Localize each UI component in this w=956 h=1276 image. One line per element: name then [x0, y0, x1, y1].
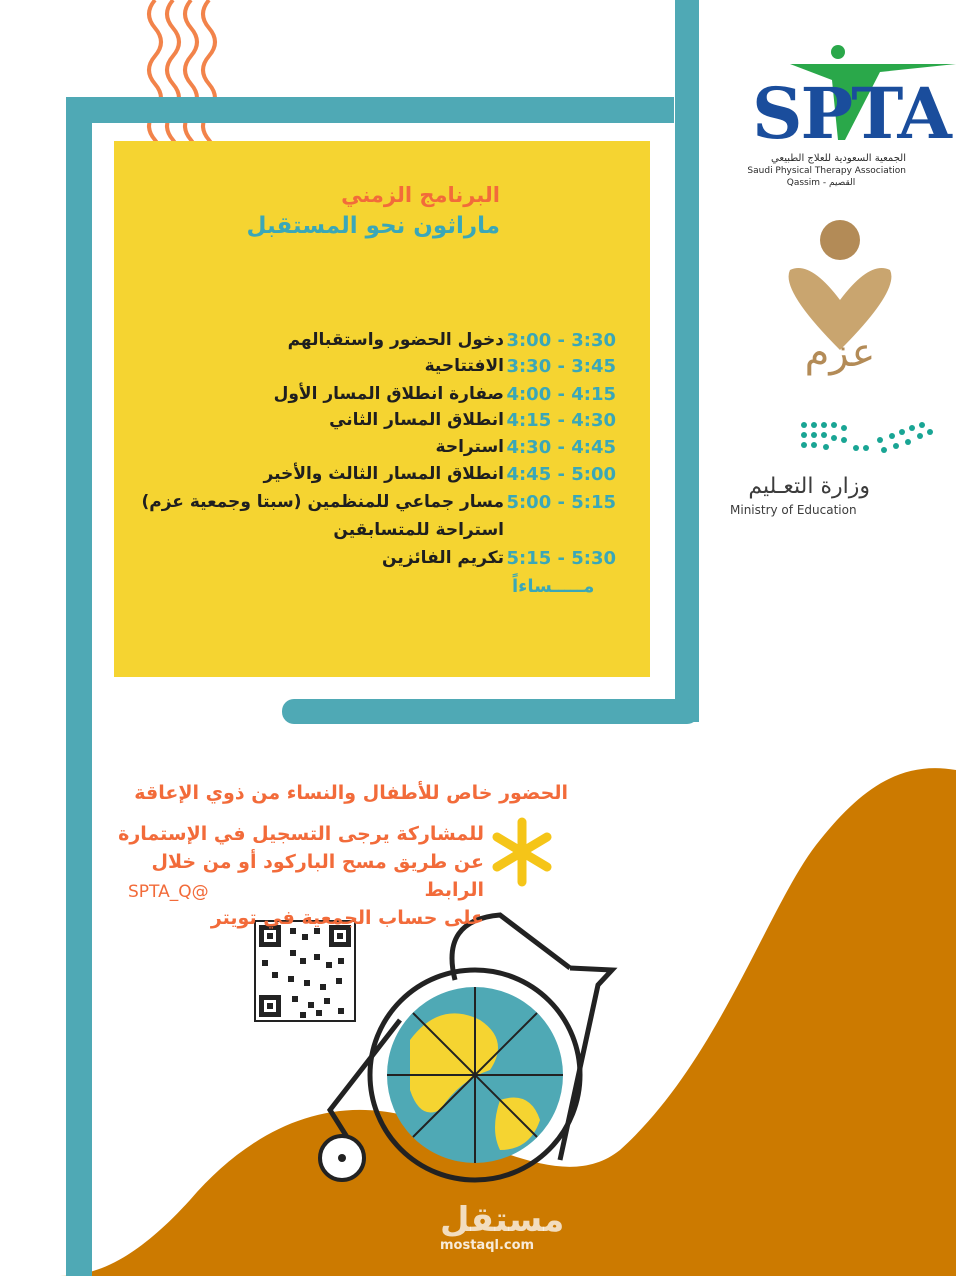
azm-logo-text: عزم — [804, 330, 876, 376]
schedule-time: 4:00 - 4:15 — [506, 384, 616, 405]
spta-logo: SPTA — [752, 72, 950, 155]
watermark-brand: مستقل — [440, 1200, 565, 1240]
schedule-time: 5:15 - 5:30 — [506, 548, 616, 569]
schedule-title: البرنامج الزمني — [341, 183, 500, 207]
spta-name-ar: الجمعية السعودية للعلاج الطبيعي — [771, 153, 906, 164]
schedule-time: 4:30 - 4:45 — [506, 437, 616, 458]
schedule-time: 4:15 - 4:30 — [506, 410, 616, 431]
schedule-row — [0, 384, 956, 408]
schedule-activity: انطلاق المسار الثاني — [329, 410, 504, 430]
moe-name-en: Ministry of Education — [730, 503, 857, 517]
schedule-activity: استراحة — [435, 437, 504, 457]
moe-name-ar: وزارة التعـليم — [748, 474, 870, 499]
schedule-activity: الافتتاحية — [424, 356, 504, 376]
schedule-time: 5:00 - 5:15 — [506, 492, 616, 513]
schedule-time: 3:30 - 3:45 — [506, 356, 616, 377]
attendance-note: الحضور خاص للأطفال والنساء من ذوي الإعاقة — [134, 782, 568, 804]
spta-name-en: Saudi Physical Therapy Association — [747, 166, 906, 176]
frame-top-bar — [66, 97, 674, 123]
schedule-activity: انطلاق المسار الثالث والأخير — [263, 464, 504, 484]
schedule-activity: استراحة للمتسابقين — [333, 520, 504, 540]
event-name: ماراثون نحو المستقبل — [246, 213, 500, 239]
schedule-activity: تكريم الفائزين — [382, 548, 504, 568]
evening-label: مـــــساءاً — [512, 576, 595, 597]
qr-code-image — [255, 921, 355, 1021]
schedule-row — [0, 548, 956, 572]
registration-note — [100, 820, 484, 932]
registration-line-3: على حساب الجمعية في تويتر — [210, 907, 484, 929]
schedule-time: 3:00 - 3:30 — [506, 330, 616, 351]
schedule-row — [0, 437, 956, 461]
twitter-handle[interactable]: SPTA_Q@ — [128, 882, 209, 902]
asterisk-icon — [497, 822, 547, 882]
watermark-domain: mostaql.com — [440, 1238, 535, 1253]
schedule-row — [0, 520, 956, 544]
schedule-activity: مسار جماعي للمنظمين (سبتا وجمعية عزم) — [141, 492, 504, 512]
frame-bottom-pill — [282, 699, 699, 724]
frame-left-bar — [66, 97, 92, 1276]
registration-line-1: للمشاركة يرجى التسجيل في الإستمارة — [118, 823, 484, 845]
registration-line-2: عن طريق مسح الباركود أو من خلال الرابط — [151, 851, 484, 901]
schedule-time: 4:45 - 5:00 — [506, 464, 616, 485]
schedule-activity: دخول الحضور واستقبالهم — [287, 330, 504, 350]
spta-branch: Qassim - القصيم — [786, 178, 856, 188]
schedule-row — [0, 410, 956, 434]
schedule-activity: صفارة انطلاق المسار الأول — [273, 384, 504, 404]
